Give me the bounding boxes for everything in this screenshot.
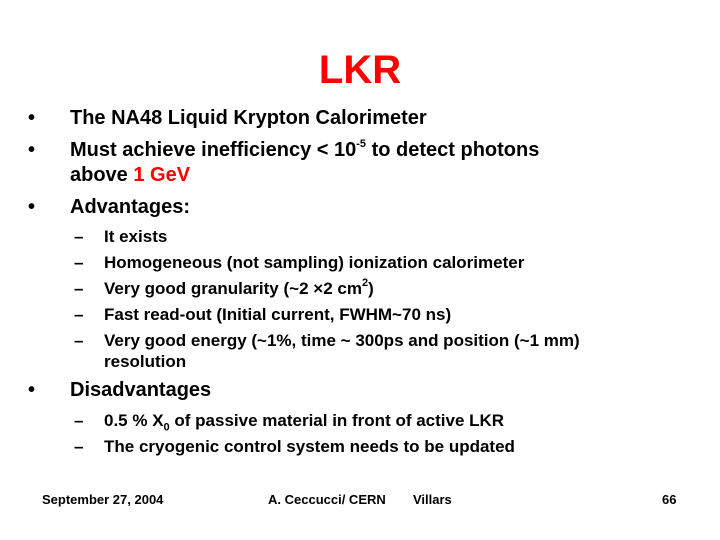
exponent: -5 [356,138,367,151]
dash-marker: – [74,279,84,298]
advantage-text: Homogeneous (not sampling) ionization calorimeter [104,253,525,272]
bullet-text: The NA48 Liquid Krypton Calorimeter [70,107,427,129]
footer-venue: Villars [413,492,452,507]
bullet-text: above 1 GeV [70,164,191,186]
footer-author: A. Ceccucci/ CERN [268,492,386,507]
bullet-text: Advantages: [70,196,191,218]
dash-marker: – [74,227,84,246]
bullet-marker: • [28,379,36,401]
advantage-text: Very good energy (~1%, time ~ 300ps and position (~1 mm) [104,331,580,350]
footer-page-number: 66 [662,492,677,507]
disadvantage-text: 0.5 % $X_0$ of passive material in front of active LKR [104,411,505,434]
bullet-marker: • [28,139,36,161]
energy-threshold: 1 GeV [133,164,191,186]
advantage-text: It exists [104,227,168,246]
bullet-marker: • [28,107,36,129]
bullet-text: Disadvantages [70,379,212,401]
dash-marker: – [74,437,84,456]
advantage-text: Fast read-out (Initial current, FWHM~70 ns) [104,305,452,324]
dash-marker: – [74,411,84,430]
dash-marker: – [74,253,84,272]
subscript: 0 [163,421,170,434]
slide-title: LKR [318,48,402,92]
exponent: 2 [361,277,369,290]
dash-marker: – [74,305,84,324]
bullet-text: Must achieve inefficiency < $10^{-5}$ to detect photons [70,138,540,161]
advantage-text: Very good granularity (~2 ×2 $cm^2$) [104,277,374,298]
advantage-text: resolution [104,352,187,371]
dash-marker: – [74,331,84,350]
bullet-marker: • [28,196,36,218]
footer-date: September 27, 2004 [42,492,164,507]
disadvantage-text: The cryogenic control system needs to be updated [104,437,515,456]
